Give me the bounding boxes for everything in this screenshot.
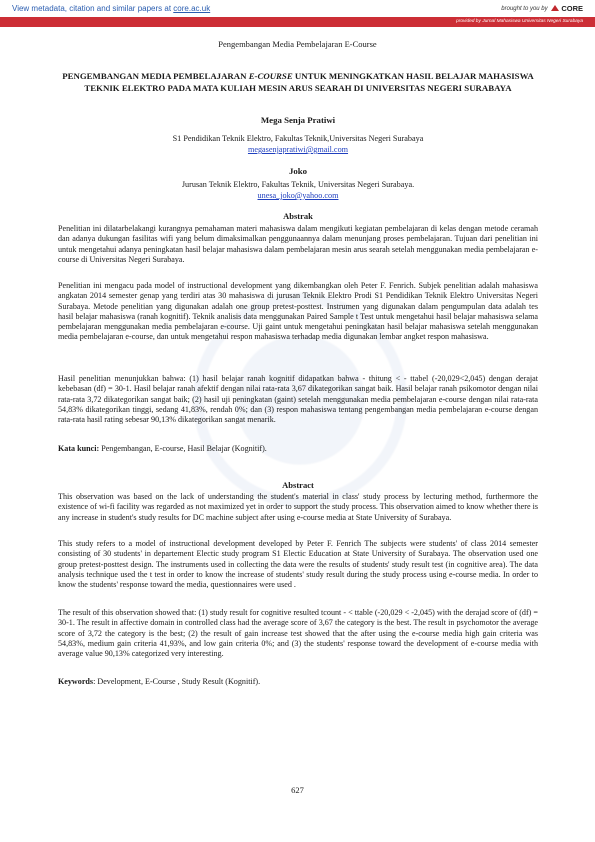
abstract-keywords	[58, 677, 538, 687]
abstract-paragraph-3: The result of this observation showed that: (1) study result for cognitive resulted tcount - < ttable (-20,029 < -2,045) with the derajad score of (df) = 30-1. The result in affective domain in controlled class had the average score of 3,67 the category is the best. The result in psychomotor the average score of 3,72 the category is the best; (2) the result of gain increase test showed that the after using the e-course media high gain criteria was 54,83%, medium gain criteria 41,93%, and low gain criteria 0%; and (3) the students' response toward the development of e-course media with average value 90,13% categorized very interesting.	[58, 608, 538, 659]
keywords-text: Pengembangan, E-course, Hasil Belajar (Kognitif).	[101, 444, 267, 453]
core-link-text: View metadata, citation and similar papers at	[12, 4, 174, 13]
core-metadata-link[interactable]	[12, 4, 210, 13]
author-email[interactable]: megasenjapratiwi@gmail.com	[247, 145, 349, 154]
keywords-text: : Development, E-Course , Study Result (Kognitif).	[93, 677, 261, 686]
core-link-domain[interactable]: core.ac.uk	[173, 4, 211, 13]
core-banner	[0, 0, 595, 27]
title-part-1: PENGEMBANGAN MEDIA PEMBELAJARAN	[62, 71, 249, 81]
author-affiliation: S1 Pendidikan Teknik Elektro, Fakultas Teknik,Universitas Negeri Surabaya	[172, 134, 424, 143]
running-head: Pengembangan Media Pembelajaran E-Course	[218, 39, 377, 49]
core-arrow-icon	[551, 5, 559, 11]
provided-by-bar	[0, 17, 595, 27]
abstrak-paragraph-2: Penelitian ini mengacu pada model of instructional development yang dikembangkan oleh Peter F. Fenrich. Subjek penelitian adalah mahasiswa angkatan 2014 semester genap yang terdiri atas 30 mahasiswa di jurusan Teknik Elektro Prodi S1 Pendidikan Teknik Elektro Universitas Negeri Surabaya. Metode penelitian yang digunakan adalah one group pretest-posttest. Instrumen yang digunakan dalam pengumpulan data adalah tes hasil belajar mahasiswa (ranah kognitif). Teknik analisis data menggunakan Paired Sample t Test untuk mengetahui hasil belajar mahasiswa selama pembelajaran menggunakan media pembelajaran e-course. Uji gaint untuk mengetahui peningkatan hasil belajar mahasiswa setelah menggunakan media pembelajaran e-course, dan untuk mengetahui respon mahasiswa terhadap media digunakan lembar angket respon mahasiswa.	[58, 281, 538, 342]
abstrak-keywords	[58, 444, 538, 454]
abstract-paragraph-2: This study refers to a model of instructional development developed by Peter F. Fenrich The subjects were students' of class 2014 semester consisting of 30 students' in departement Electic study program S1 Electic Education at State University of Surabaya. The observation used one group pretest-posttest design. The instruments used in collecting the data were the results of students' study result test (in cognitive area). The data analysis technique used the t test in order to know the increase of students' study result during the study process using e-course media. In order to know the students' response toward the media, questionnaires were used .	[58, 539, 538, 590]
title-italic: E-COURSE	[248, 71, 293, 81]
brought-by-text: brought to you by	[501, 6, 548, 12]
abstract-paragraph-1: This observation was based on the lack of understanding the student's material in class' study process by lecturing method, furthermore the existence of wi-fi facility was regarded as not maximized yet in order to support the study process. This observation aimed to know whether there is any increase in student's study results for DC machine subject after using e-course media at State University of Surabaya.	[58, 492, 538, 522]
paper-title	[58, 70, 538, 94]
author-name: Joko	[288, 166, 308, 176]
abstrak-heading: Abstrak	[283, 211, 313, 221]
author-email[interactable]: unesa_joko@yahoo.com	[257, 191, 339, 200]
core-brand[interactable]	[501, 4, 583, 13]
abstrak-paragraph-3: Hasil penelitian menunjukkan bahwa: (1) hasil belajar ranah kognitif didapatkan bahwa - thitung < - ttabel (-20,029<2,045) dengan derajat kebebasan (df) = 30-1. Hasil belajar ranah afektif dengan nilai rata-rata 3,67 dikategorikan sangat baik. Hasil belajar ranah psikomotor dengan nilai rata-rata 3,72 dikategorikan sangat baik; (2) hasil uji peningkatan (gaint) setelah menggunakan media pembelajaran e-course dengan nilai rata-rata 54,83% dikategorikan tinggi, sedang 41,83%, rendah 0%; dan (3) respon mahasiswa tentang pengembangan media pembelajaran e-course dengan rata-rata hasil rating sebesar 90,13% dikategorikan sangat menarik.	[58, 374, 538, 425]
core-logo-text: CORE	[561, 4, 583, 13]
provided-by-text: provided by Jurnal Mahasiswa Universitas Negeri Surabaya	[456, 19, 583, 24]
author-2	[58, 166, 538, 201]
title-part-2: UNTUK MENINGKATKAN HASIL BELAJAR MAHASISWA TEKNIK ELEKTRO PADA MATA KULIAH MESIN ARUS SEARAH DI UNIVERSITAS NEGERI SURABAYA	[84, 71, 534, 93]
author-name: Mega Senja Pratiwi	[260, 115, 336, 125]
keywords-label: Kata kunci:	[58, 444, 100, 453]
core-logo[interactable]	[551, 4, 583, 13]
author-affiliation: Jurusan Teknik Elektro, Fakultas Teknik, Universitas Negeri Surabaya.	[181, 180, 415, 189]
author-1	[58, 115, 538, 155]
abstrak-paragraph-1: Penelitian ini dilatarbelakangi kurangnya pemahaman materi mahasiswa dalam mengikuti kegiatan pembelajaran di kelas dengan metode ceramah dan adanya dukungan fasilitas wifi yang belum dimaksimalkan penggunaannya dalam menunjang proses pembelajaran. Tujuan dari penelitian ini untuk mengetahui adanya peningkatan hasil belajar mahasiswa dalam pembelajaran mesin arus searah setelah menggunakan media pembelajaran e-course di Universitas Negeri Surabaya.	[58, 224, 538, 264]
abstract-heading: Abstract	[282, 480, 314, 490]
keywords-label: Keywords	[58, 677, 94, 686]
page-number: 627	[291, 785, 304, 795]
